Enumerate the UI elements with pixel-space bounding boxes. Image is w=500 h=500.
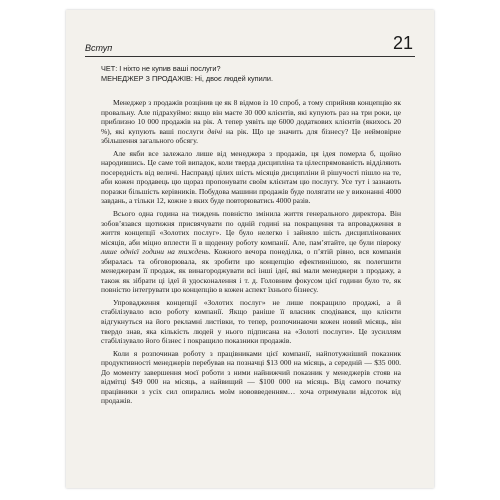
text-run: Всього одна година на тиждень повністю змінила життя генерального директора. Він зобов’язався щотижня присвячувати по одній годині на покращення та впровадження в життя концепції «Золотих послуг». Це було нелегко і зайняло шість дисциплінованих місяців, аби міцно вплести її в щоденну роботу компанії. Але, пам’ятайте, це були півроку	[101, 209, 401, 247]
text-run: на рік. Що це значить для бізнесу? Це неймовірне збільшення загального обсягу.	[101, 126, 401, 146]
section-title: Вступ	[85, 43, 113, 53]
paragraph	[101, 149, 401, 206]
paragraph	[101, 98, 401, 146]
dialogue-line	[101, 64, 401, 74]
emphasis: двічі	[207, 126, 223, 136]
paragraph	[101, 349, 401, 406]
dialogue-text: Ні, двоє людей купили.	[192, 74, 274, 83]
text-run: Коли я розпочинав роботу з працівниками цієї компанії, найпотужніший показник продуктивності менеджерів перебував на позначці $13 000 на місяць, а середній — $35 000. До моменту завершення моєї роботи з ними найнижчий показник у менеджерів стояв на відмітці $49 000 на місяць, а найвищий — $100 000 на місяць. Від самого початку працівники з усіх сил опирались моїм нововведенням… хоча отримували відсоток від продажів.	[101, 348, 401, 406]
dialogue-text: І ніхто не купив ваші послуги?	[117, 64, 221, 73]
running-header	[85, 30, 415, 57]
paragraph	[101, 209, 401, 295]
speaker-label: МЕНЕДЖЕР З ПРОДАЖІВ:	[101, 74, 193, 83]
dialogue-line	[101, 74, 401, 84]
paragraph	[101, 298, 401, 346]
emphasis: лише однієї години на тиждень	[101, 247, 209, 257]
speaker-label: ЧЕТ:	[101, 64, 118, 73]
page-body	[101, 64, 401, 406]
text-run: Але якби все залежало лише від менеджера з продажів, ця ідея померла б, щойно народившись. Це саме той випадок, коли тверда дисципліна та цілеспрямованість відділяють посередність від величі. Насправді цілих шість місяців дисципліни й рішучості пішло на те, аби кожен продавець цю щораз пропонувати своїм клієнтам цю послугу. Усе тут і зазнають поразки більшість керівників. Побудова машини продажів буде полягати не у виконанні 4000 завдань, а тільки 12, кожне з яких буде повторюватись 4000 разів.	[101, 148, 401, 206]
book-page	[66, 10, 434, 488]
text-run: . Кожного вечора понеділка, о п’ятій рівно, вся компанія збиралась та обговорювала, як зробити цю концепцію ефективнішою, як полегшити менеджерам її продаж, як винагороджувати всі інші ідеї, які мали менеджери з продажу, а також як зібрати ці ідеї й удосконалення і т. д. Головним фокусом цієї години було те, як повністю інтегрувати цю концепцію в кожен аспект їхнього бізнесу.	[101, 247, 401, 295]
text-run: Упровадження концепції «Золотих послуг» не лише покращило продажі, а й стабілізувало всю роботу компанії. Якщо раніше її власник сподівався, що клієнти відгукнуться на його рекламні листівки, то тепер, розпочинаючи кожен новий місяць, він твердо знав, яка кількість людей у нього підписана на «Золоті послуги». Це зусиллям стабілізувало його бізнес і покращило показники продажів.	[101, 297, 401, 346]
page-number: 21	[392, 33, 413, 53]
text-run: Менеджер з продажів розцінив це як 8 відмов із 10 спроб, а тому сприйняв концепцію як провальну. Але підрахуймо: якщо він маєте 30 000 клієнтів, які купують раз на три роки, це приблизно 10 000 продажів на рік. А тепер уявіть ще 6000 додаткових клієнтів (якихось 20 %), які купують ваші послуги	[101, 98, 401, 136]
dialogue-block	[101, 64, 401, 84]
